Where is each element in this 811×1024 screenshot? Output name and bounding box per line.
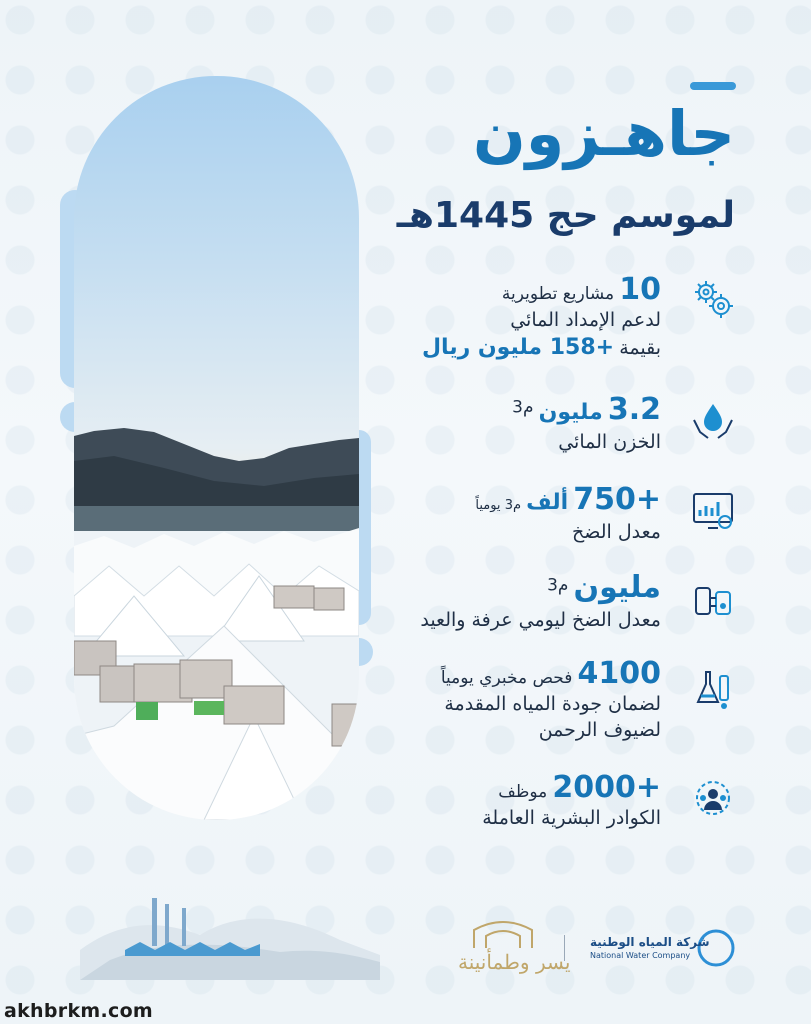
stat-number: 3.2	[607, 392, 661, 427]
title-accent-bar	[690, 82, 736, 90]
stat-lab-tests	[441, 656, 661, 741]
stat-unit: مليون	[538, 400, 603, 425]
stat-unit-sup: م3	[547, 575, 569, 596]
campaign-logo-text: يسر وطمأنينة	[458, 950, 571, 974]
lab-flask-icon	[690, 666, 736, 712]
stat-description: لدعم الإمداد المائي	[510, 309, 661, 331]
nwc-name-ar: شركة المياه الوطنية	[590, 935, 710, 949]
page-title: جاهـزون	[472, 97, 735, 170]
pump-icon	[690, 578, 736, 624]
mosque-illustration	[80, 880, 380, 980]
stat-peak-pumping	[420, 570, 661, 631]
stat-number: 10	[619, 272, 661, 307]
stat-number: مليون	[573, 570, 661, 605]
stat-number: +2000	[552, 770, 661, 805]
stat-number: +750	[573, 482, 661, 517]
stat-storage	[512, 392, 661, 453]
page-subtitle: لموسم حج 1445هـ	[396, 195, 735, 236]
stat-description: الخزن المائي	[558, 431, 661, 453]
water-hands-icon	[690, 398, 736, 444]
stat-description: معدل الضخ	[572, 521, 661, 543]
stat-value: +158 مليون ريال	[421, 335, 615, 360]
workers-icon	[690, 776, 736, 822]
stat-unit-small: م3 يومياً	[475, 498, 522, 513]
stat-unit: فحص مخبري يومياً	[440, 668, 573, 688]
stat-description: معدل الضخ ليومي عرفة والعيد	[420, 609, 661, 631]
tents-photo	[74, 76, 359, 820]
nwc-name-en: National Water Company	[590, 951, 691, 960]
stat-unit: موظف	[498, 782, 548, 802]
gears-icon	[690, 276, 736, 322]
stat-unit: مشاريع تطويرية	[501, 284, 615, 304]
stat-description: الكوادر البشرية العاملة	[482, 807, 661, 829]
stat-projects	[422, 272, 661, 360]
stat-pumping	[475, 482, 661, 543]
stat-description-2: لضيوف الرحمن	[538, 719, 661, 741]
stat-number: 4100	[577, 656, 661, 691]
stat-unit: ألف	[526, 490, 569, 515]
monitor-chart-icon	[690, 488, 736, 534]
campaign-arch-icon	[468, 918, 538, 950]
site-watermark: akhbrkm.com	[4, 1000, 154, 1022]
stat-description: لضمان جودة المياه المقدمة	[444, 693, 661, 715]
stat-unit-sup: م3	[512, 397, 534, 418]
stat-staff	[482, 770, 661, 829]
stat-prefix: بقيمة	[619, 337, 661, 359]
